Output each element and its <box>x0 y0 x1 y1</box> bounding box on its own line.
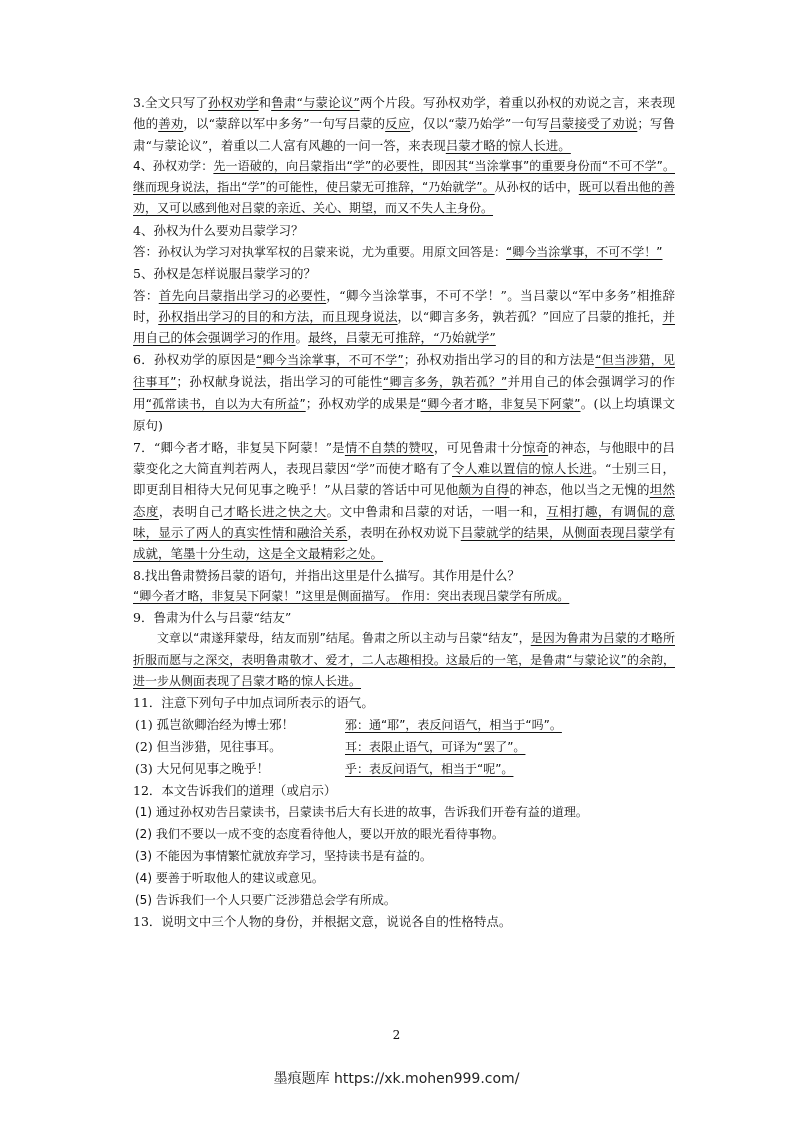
text: 文章以“肃遂拜蒙母，结友而别”结尾。鲁肃之所以主动与吕蒙“结友”， <box>157 631 531 646</box>
text: 从孙权的话中， <box>494 180 579 195</box>
text: ，表明在孙权劝说下 <box>347 524 461 540</box>
underlined-text: 颇为自得 <box>458 482 510 498</box>
text: 3.全文只写了 <box>133 95 209 110</box>
answer: 耳：表限止语气，可译为“罢了”。 <box>345 739 526 754</box>
lesson-item: (1) 通过孙权劝告吕蒙读书，吕蒙读书后大有长进的故事，告诉我们开卷有益的道理。 <box>135 804 588 819</box>
text: 并用自己的体会强调学习的作用 <box>133 373 675 412</box>
underlined-text: 反应 <box>385 116 411 132</box>
underlined-text: “卿今当涂掌事，不可不学！” <box>506 245 663 260</box>
lesson-item: (2) 我们不要以一成不变的态度看待他人，要以开放的眼光看待事物。 <box>135 826 504 841</box>
underlined-text: 善劝 <box>158 116 184 132</box>
text: 用原文回答是： <box>422 245 507 260</box>
text: 孙权认为学习对执掌军权的吕蒙来说，尤为重要。 <box>158 245 423 260</box>
tone-row <box>133 758 675 780</box>
text: 。文中鲁肃和吕蒙的对话，一唱一和， <box>326 503 547 519</box>
text: 。“士别三日，即更刮目相待大兄何见事之晚乎！”从吕蒙的答话中可见他 <box>133 461 675 498</box>
underlined-text: 首先向吕蒙指出学习的必要性 <box>158 287 327 303</box>
underlined-text: 坦然态度 <box>133 482 675 519</box>
underlined-text: “但当涉猎，见往事耳” <box>133 352 675 389</box>
text: 的神态，与他眼中的吕蒙变化之大简直判若两人，表现吕蒙因“学”而使才略有了 <box>133 439 675 477</box>
underlined-text: 是因为鲁肃为吕蒙的才略所折服而愿与之深交，表明鲁肃敬才、爱才，二人志趣相投。这最后的一笔，是鲁肃“与蒙论议”的余韵，进一步从侧面表现了吕蒙才略的惊人长进。 <box>133 631 675 689</box>
answer-item5 <box>133 285 675 349</box>
text: ，表明自己 <box>158 503 224 519</box>
question-item12: 12．本文告诉我们的道理（或启示） <box>133 782 337 798</box>
answer: 邪：通“耶”，表反问语气，相当于“吗”。 <box>345 717 562 732</box>
text: ，仅以“蒙乃始学”一句写 <box>410 116 550 132</box>
sentence: (3) 大兄何见事之晚乎！ <box>135 760 270 776</box>
paragraph-item6 <box>133 349 675 437</box>
question-item9: 9．鲁肃为什么与吕蒙“结友” <box>133 610 292 626</box>
underlined-text: 才略长进之快之大 <box>223 503 327 519</box>
text: ；孙权献身说法，指出学习的可能性 <box>176 373 383 389</box>
text: 答： <box>133 287 159 303</box>
lesson-item: (4) 要善于听取他人的建议或意见。 <box>135 870 324 885</box>
page-number: 2 <box>392 1028 401 1042</box>
paragraph-item7 <box>133 437 675 565</box>
tone-row <box>133 736 675 758</box>
question-item8: 8.找出鲁肃赞扬吕蒙的语句，并指出这里是什么描写。其作用是什么？ <box>133 567 520 583</box>
sentence: (1) 孤岂欲卿治经为博士邪！ <box>135 716 295 732</box>
text: ，以“卿言多务，孰若孤？”回应了吕蒙的推托， <box>397 308 663 324</box>
text: 4、孙权劝学： <box>133 158 214 173</box>
document-body <box>133 92 675 932</box>
question-item13: 13．说明文中三个人物的身份，并根据文意，说说各自的性格特点。 <box>133 913 512 929</box>
lesson-item: (3) 不能因为事情繁忙就放弃学习，坚持读书是有益的。 <box>135 848 432 863</box>
paragraph-item4-quan <box>133 156 675 220</box>
text: ，以“蒙辞以军中多务”一句写吕蒙的 <box>183 116 386 132</box>
underlined-text: 吕蒙才略的惊人长进。 <box>445 137 571 153</box>
tone-row <box>133 714 675 736</box>
text: 两个片段。写孙权劝学，着重以孙权的劝说之言，来表现他的 <box>133 95 675 132</box>
answer: 乎：表反问语气，相当于“呢”。 <box>345 761 514 776</box>
underlined-text: “卿今者才略，非复吴下阿蒙！”这里是侧面描写。 <box>133 588 398 603</box>
question-item11: 11．注意下列句子中加点词所表示的语气。 <box>133 695 374 711</box>
underlined-text: 孙权劝学 <box>208 95 259 110</box>
underlined-text: “卿言多务，孰若孤？” <box>382 374 508 389</box>
sentence: (2) 但当涉猎，见往事耳。 <box>135 738 282 754</box>
underlined-text: 孙权指出学习的目的和方法，而且现身说法 <box>158 308 398 324</box>
paragraph-item3 <box>133 92 675 156</box>
underlined-text: 既可以看出他的善劝，又可以感到他对吕蒙的亲近、关心、期望，而又不失人主身份。 <box>133 180 675 216</box>
lesson-item: (5) 告诉我们一个人只要广泛涉猎总会学有所成。 <box>135 892 396 907</box>
answer-item4 <box>133 241 675 263</box>
underlined-text: 先一语破的，向吕蒙指出“学”的必要性，即因其“当涂掌事”的重要身份而“不可不学”。继而现身说法，指出“学”的可能性，使吕蒙无可推辞，“乃始就学”。 <box>133 158 675 195</box>
underlined-text: 情不自禁的赞叹 <box>344 439 434 455</box>
underlined-text: 并用自己的体会强调学习的作用 <box>133 308 675 346</box>
answer-item9 <box>133 628 675 692</box>
text: 7．“卿今者才略，非复吴下阿蒙！”是 <box>133 439 345 455</box>
text: 。 <box>295 330 309 346</box>
underlined-text: 最终，吕蒙无可推辞，“乃始就学” <box>308 330 496 346</box>
footer-watermark: 墨痕题库 https://xk.mohen999.com/ <box>273 1071 520 1087</box>
text: 答： <box>133 244 159 260</box>
underlined-text: 互相打趣，有调侃的意味，显示了两人的真实性情和融洽关系 <box>133 503 675 540</box>
underlined-text: 惊奇 <box>522 439 549 455</box>
underlined-text: “卿今当涂掌事，不可不学” <box>256 352 404 367</box>
text: ；孙权劝指出学习的目的和方法是 <box>403 351 596 367</box>
underlined-text: 吕蒙接受了劝说 <box>549 116 638 132</box>
text: ，可见鲁肃十分 <box>433 439 523 455</box>
answer-item8 <box>133 586 675 607</box>
text: 6．孙权劝学的原因是 <box>133 351 257 367</box>
text: ；写鲁肃“与蒙论议”，着重以二人富有风趣的一问一答，来表现 <box>133 116 675 153</box>
text: 的神态，他以当之无愧的 <box>509 482 650 498</box>
text: 和 <box>258 95 272 110</box>
text: ，“卿今当涂掌事，不可不学！”。当吕蒙以“军中多务”相推辞时， <box>133 287 675 324</box>
underlined-text: “卿今者才略，非复吴下阿蒙” <box>420 397 581 412</box>
question-item4: 4、孙权为什么要劝吕蒙学习？ <box>133 222 304 238</box>
text: ；孙权劝学的成果是 <box>305 396 421 412</box>
question-item5: 5、孙权是怎样说服吕蒙学习的？ <box>133 266 316 282</box>
underlined-text: 吕蒙就学的结果，从侧面表现吕蒙学有成就，笔墨十分生动，这是全文最精彩之处。 <box>133 524 675 562</box>
underlined-text: “孤常读书，自以为大有所益” <box>145 397 306 412</box>
underlined-text: 鲁肃“与蒙论议” <box>271 95 360 110</box>
underlined-text: 令人难以置信的惊人长进 <box>452 461 593 477</box>
text: 。(以上均填课文原句) <box>133 396 676 434</box>
underlined-text: 作用：突出表现吕蒙学有所成。 <box>397 588 570 603</box>
